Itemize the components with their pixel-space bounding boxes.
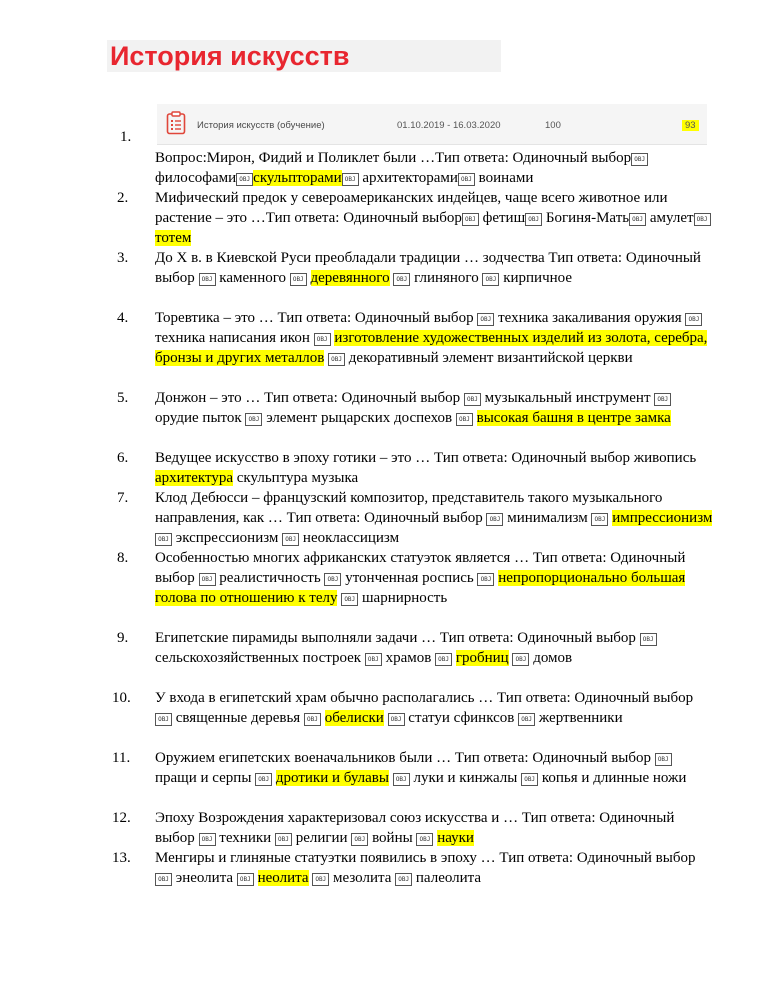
- object-placeholder-icon: OBJ: [290, 273, 307, 286]
- correct-answer-highlight: архитектура: [155, 470, 234, 486]
- question-text-run: амулет: [646, 210, 694, 226]
- question-text-run: Вопрос:Мирон, Фидий и Поликлет были …Тип ответа: Одиночный выбор: [155, 150, 632, 166]
- object-placeholder-icon: OBJ: [314, 333, 331, 346]
- question-text-run: луки и кинжалы: [409, 770, 522, 786]
- question-number: 9.: [117, 630, 129, 646]
- course-score: 93: [682, 120, 699, 131]
- question-text-run: статуи сфинксов: [404, 710, 519, 726]
- question-text-run: Донжон – это … Тип ответа: Одиночный выбор: [155, 390, 464, 406]
- question-text-run: минимализм: [503, 510, 592, 526]
- object-placeholder-icon: OBJ: [458, 173, 475, 186]
- correct-answer-highlight: обелиски: [324, 710, 384, 726]
- question-text-run: техника закаливания оружия: [494, 310, 686, 326]
- question-text-run: глиняного: [410, 270, 483, 286]
- object-placeholder-icon: OBJ: [341, 593, 358, 606]
- question-text-run: До X в. в Киевской Руси преобладали традиции … зодчества Тип ответа: Одиночный выбор: [155, 250, 701, 286]
- question-text-run: Мифический предок у североамериканских индейцев, чаще всего животное или растение – это …Тип ответа: Одиночный выбор: [155, 190, 668, 226]
- question-text: [155, 848, 712, 888]
- object-placeholder-icon: OBJ: [199, 273, 216, 286]
- clipboard-list-icon: [166, 111, 186, 138]
- object-placeholder-icon: OBJ: [435, 653, 452, 666]
- question-text-run: мезолита: [329, 870, 396, 886]
- list-number-first: 1.: [120, 129, 132, 145]
- object-placeholder-icon: OBJ: [155, 713, 172, 726]
- object-placeholder-icon: OBJ: [521, 773, 538, 786]
- object-placeholder-icon: OBJ: [351, 833, 368, 846]
- correct-answer-highlight: изготовление художественных изделий из золота, серебра, бронзы и других металлов: [155, 330, 708, 366]
- question-text-run: реалистичность: [215, 570, 325, 586]
- correct-answer-highlight: гробниц: [455, 650, 509, 666]
- object-placeholder-icon: OBJ: [155, 873, 172, 886]
- object-placeholder-icon: OBJ: [456, 413, 473, 426]
- question-text: [155, 808, 712, 848]
- object-placeholder-icon: OBJ: [388, 713, 405, 726]
- correct-answer-highlight: высокая башня в центре замка: [476, 410, 671, 426]
- question-item: [112, 748, 712, 788]
- question-text-run: кирпичное: [499, 270, 573, 286]
- object-placeholder-icon: OBJ: [477, 573, 494, 586]
- question-item: [117, 448, 717, 488]
- object-placeholder-icon: OBJ: [631, 153, 648, 166]
- question-item: [117, 308, 717, 368]
- question-item: [117, 248, 717, 288]
- question-item: [117, 548, 717, 608]
- object-placeholder-icon: OBJ: [591, 513, 608, 526]
- object-placeholder-icon: OBJ: [462, 213, 479, 226]
- question-text-run: экспрессионизм: [172, 530, 283, 546]
- question-number: 3.: [117, 250, 129, 266]
- question-text: [155, 688, 712, 728]
- question-text-run: шарнирность: [358, 590, 448, 606]
- question-text-run: копья и длинные ножи: [538, 770, 687, 786]
- correct-answer-highlight: дротики и булавы: [275, 770, 389, 786]
- question-text: [155, 448, 717, 488]
- course-result-row[interactable]: [157, 104, 707, 145]
- object-placeholder-icon: OBJ: [393, 773, 410, 786]
- question-text-run: техника написания икон: [155, 330, 314, 346]
- course-max-score: 100: [545, 120, 561, 131]
- correct-answer-highlight: импрессионизм: [612, 510, 713, 526]
- object-placeholder-icon: OBJ: [199, 833, 216, 846]
- object-placeholder-icon: OBJ: [393, 273, 410, 286]
- course-dates: 01.10.2019 - 16.03.2020: [397, 120, 501, 131]
- object-placeholder-icon: OBJ: [236, 173, 253, 186]
- question-item: [117, 628, 717, 668]
- question-number: 11.: [112, 750, 131, 766]
- object-placeholder-icon: OBJ: [255, 773, 272, 786]
- object-placeholder-icon: OBJ: [512, 653, 529, 666]
- object-placeholder-icon: OBJ: [312, 873, 329, 886]
- object-placeholder-icon: OBJ: [685, 313, 702, 326]
- question-text-run: фетиш: [478, 210, 526, 226]
- question-text-run: каменного: [215, 270, 290, 286]
- question-text-run: Ведущее искусство в эпоху готики – это … Тип ответа: Одиночный выбор живопись: [155, 450, 697, 466]
- question-text-run: войны: [368, 830, 417, 846]
- question-number: 6.: [117, 450, 129, 466]
- correct-answer-highlight: деревянного: [310, 270, 390, 286]
- object-placeholder-icon: OBJ: [324, 573, 341, 586]
- question-item: [117, 188, 717, 248]
- question-text: [155, 488, 717, 548]
- question-number: 13.: [112, 850, 131, 866]
- question-text-run: Клод Дебюсси – французский композитор, представитель такого музыкального направления, как … Тип ответа: Одиночный выбор: [155, 490, 663, 526]
- object-placeholder-icon: OBJ: [654, 393, 671, 406]
- question-item: [112, 808, 712, 848]
- question-text-run: неоклассицизм: [299, 530, 400, 546]
- correct-answer-highlight: науки: [437, 830, 474, 846]
- question-text: [155, 248, 717, 288]
- question-item: [112, 688, 712, 728]
- question-text-run: сельскохозяйственных построек: [155, 650, 365, 666]
- object-placeholder-icon: OBJ: [655, 753, 672, 766]
- object-placeholder-icon: OBJ: [486, 513, 503, 526]
- object-placeholder-icon: OBJ: [640, 633, 657, 646]
- question-item: [117, 488, 717, 548]
- question-text-run: [307, 270, 311, 286]
- question-text-run: энеолита: [172, 870, 237, 886]
- course-name[interactable]: История искусств (обучение): [197, 120, 325, 131]
- question-number: 10.: [112, 690, 131, 706]
- object-placeholder-icon: OBJ: [304, 713, 321, 726]
- question-text: [155, 148, 717, 188]
- question-text: [155, 548, 717, 608]
- object-placeholder-icon: OBJ: [518, 713, 535, 726]
- question-text-run: У входа в египетский храм обычно располагались … Тип ответа: Одиночный выбор: [155, 690, 694, 706]
- question-text-run: Богиня-Мать: [542, 210, 630, 226]
- question-text-run: палеолита: [412, 870, 482, 886]
- question-text-run: священные деревья: [172, 710, 304, 726]
- question-text-run: декоративный элемент византийской церкви: [345, 350, 633, 366]
- question-number: 5.: [117, 390, 129, 406]
- question-text-run: скульптура музыка: [233, 470, 359, 486]
- object-placeholder-icon: OBJ: [416, 833, 433, 846]
- question-number: 8.: [117, 550, 129, 566]
- question-text-run: Оружием египетских военачальников были … Тип ответа: Одиночный выбор: [155, 750, 655, 766]
- question-number: 2.: [117, 190, 129, 206]
- question-text-run: утонченная роспись: [341, 570, 478, 586]
- question-number: 7.: [117, 490, 129, 506]
- object-placeholder-icon: OBJ: [482, 273, 499, 286]
- question-item: [117, 388, 717, 428]
- object-placeholder-icon: OBJ: [525, 213, 542, 226]
- object-placeholder-icon: OBJ: [155, 533, 172, 546]
- question-text-run: Особенностью многих африканских статуэток является … Тип ответа: Одиночный выбор: [155, 550, 686, 586]
- object-placeholder-icon: OBJ: [694, 213, 711, 226]
- question-text: [155, 388, 717, 428]
- question-text-run: религии: [291, 830, 352, 846]
- question-text-run: Торевтика – это … Тип ответа: Одиночный выбор: [155, 310, 478, 326]
- object-placeholder-icon: OBJ: [395, 873, 412, 886]
- question-text: [155, 628, 717, 668]
- object-placeholder-icon: OBJ: [629, 213, 646, 226]
- object-placeholder-icon: OBJ: [328, 353, 345, 366]
- object-placeholder-icon: OBJ: [245, 413, 262, 426]
- question-text-run: жертвенники: [535, 710, 623, 726]
- object-placeholder-icon: OBJ: [477, 313, 494, 326]
- question-item: [117, 148, 717, 188]
- question-text-run: храмов: [381, 650, 436, 666]
- object-placeholder-icon: OBJ: [464, 393, 481, 406]
- object-placeholder-icon: OBJ: [199, 573, 216, 586]
- question-text: [155, 308, 717, 368]
- question-text-run: техники: [215, 830, 275, 846]
- question-text-run: Менгиры и глиняные статуэтки появились в эпоху … Тип ответа: Одиночный выбор: [155, 850, 696, 866]
- question-text-run: философами: [155, 170, 237, 186]
- correct-answer-highlight: тотем: [155, 230, 192, 246]
- question-text-run: воинами: [474, 170, 534, 186]
- page-title: История искусств: [110, 41, 350, 71]
- question-number: 12.: [112, 810, 131, 826]
- question-item: [112, 848, 712, 888]
- question-text: [155, 188, 717, 248]
- correct-answer-highlight: непропорционально большая голова по отношению к телу: [155, 570, 686, 606]
- question-text-run: Египетские пирамиды выполняли задачи … Тип ответа: Одиночный выбор: [155, 630, 640, 646]
- object-placeholder-icon: OBJ: [282, 533, 299, 546]
- question-number: 4.: [117, 310, 129, 326]
- correct-answer-highlight: скульпторами: [253, 170, 342, 186]
- question-text: [155, 748, 712, 788]
- question-text-run: орудие пыток: [155, 410, 246, 426]
- question-text-run: пращи и серпы: [155, 770, 256, 786]
- question-text-run: Эпоху Возрождения характеризовал союз искусства и … Тип ответа: Одиночный выбор: [155, 810, 675, 846]
- question-text-run: архитекторами: [358, 170, 458, 186]
- object-placeholder-icon: OBJ: [237, 873, 254, 886]
- object-placeholder-icon: OBJ: [342, 173, 359, 186]
- question-text-run: элемент рыцарских доспехов: [262, 410, 456, 426]
- object-placeholder-icon: OBJ: [275, 833, 292, 846]
- correct-answer-highlight: неолита: [257, 870, 309, 886]
- question-text-run: домов: [529, 650, 573, 666]
- question-text-run: музыкальный инструмент: [480, 390, 655, 406]
- object-placeholder-icon: OBJ: [365, 653, 382, 666]
